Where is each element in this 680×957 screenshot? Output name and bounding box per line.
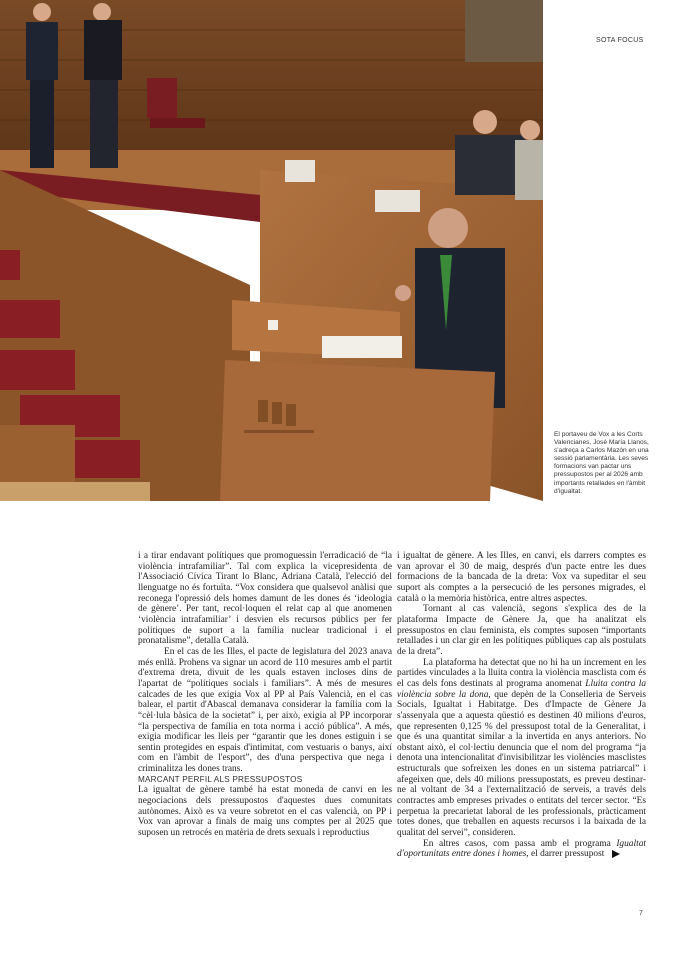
paragraph: Tornant al cas valencià, segons s'explica des de la plataforma Impacte de Gènere Ja, que ha analitzat els pressupostos en clau feminista, els comptes suposen “importants retallades i un clar gir en les polítiques públiques cap als postulats de la dreta”.: [397, 604, 646, 657]
page-number: 7: [639, 910, 643, 917]
photo-caption: El portaveu de Vox a les Corts Valencianes, José María Llanos, s'adreça a Carlos Mazón en una sessió parlamentària. Les seves formacions van pactar uns pressupostos per al 2026 amb importants retallades en l'àmbit d'igualtat.: [554, 431, 649, 495]
parliament-photo: [0, 0, 543, 501]
text: En altres casos, com passa amb el programa: [423, 838, 617, 849]
article-column-left: [138, 551, 392, 839]
painting: [465, 0, 543, 62]
text: , que depèn de la Conselleria de Serveis Socials, Igualtat i Habitatge. Des d'Impacte de Gènere Ja s'assenyala que a aquesta qüestió es destinen 40 milions d'euros, que representen 0,125 % del pressupost total de la Generalitat, i que és una quantitat similar a la invertida en anys anteriors. No obstant això, el col·lectiu denuncia que el nom del programa “ja denota una intencionalitat d'invisibilitzar les violències masclistes estructurals que sofreixen les dones en un sistema patriarcal” i afegeixen que, dels 40 milions pressupostats, es preveu destinar-ne al voltant de 34 a l'externalització de serveis, a través dels contractes amb empreses privades o entitats del tercer sector. “Es perpetua la precarietat laboral de les professionals, pràcticament totes dones, que treballen en aquests recursos i la baixada de la qualitat del servei”, consideren.: [397, 689, 646, 839]
text: La plataforma ha detectat que no hi ha un increment en les partides vinculades a la lluita contra la violència masclista com és el cas dels fons destinats al programa anomenat: [397, 657, 646, 689]
program-name: Igualtat d'oportunitats entre dones i homes: [397, 838, 646, 860]
subheading: MARCANT PERFIL ALS PRESSUPOSTOS: [138, 774, 303, 784]
paragraph: [397, 839, 646, 860]
program-name: Lluita contra la violència sobre la dona: [397, 678, 647, 700]
article-column-right: [397, 551, 646, 860]
section-label: SOTA FOCUS: [596, 37, 644, 44]
paragraph: i a tirar endavant polítiques que promoguessin l'erradicació de “la violència intrafamiliar”. Tal com explica la vicepresidenta de l'Associació Cívica Tirant lo Blanc, Adriana Català, l'elecció del llenguatge no és fortuïta. “Vox considera que qualsevol anàlisi que reconega l'opressió dels homes damunt de les dones és ‘ideologia de gènere’. Per tant, recol·loquen el relat cap al que anomenen ‘violència intrafamiliar’ i desvien els recursos públics per fer polítiques de suport a la família nuclear tradicional i el pronatalisme”, detalla Català.: [138, 551, 392, 647]
paragraph: La igualtat de gènere també ha estat moneda de canvi en les negociacions dels pressupostos d'aquestes dues comunitats autònomes. Això es va veure sobretot en el cas valencià, on PP i Vox van aprovar a finals de maig uns comptes per al 2025 que suposen un retrocés en matèria de drets sexuals i reproductius: [138, 785, 392, 839]
paragraph: i igualtat de gènere. A les Illes, en canvi, els darrers comptes es van aprovar el 30 de maig, després d'un pacte entre les dues formacions de la bancada de la dreta: Vox va supeditar el seu suport als comptes a la persecució de les persones migrades, el català o la memòria històrica, entre altres aspectes.: [397, 551, 646, 604]
paragraph: En el cas de les Illes, el pacte de legislatura del 2023 anava més enllà. Prohens va signar un acord de 110 mesures amb el partit d'extrema dreta, divuit de les quals estaven incloses dins de l'apartat de “polítiques socials i familiars”. A més de mesures calcades de les que exigia Vox al PP al País Valencià, en el cas balear, el partit d'Abascal demanava considerar la família com la “cèl·lula bàsica de la societat” i, per això, exigia al PP incorporar “la perspectiva de família en tota norma i acció pública”. A més, exigia modificar les lleis per “garantir que les dones estiguin i se sentin protegides en espais d'intimitat, com vestuaris o banys, així com en l'àmbit de l'esport”, des d'una perspectiva que nega i criminalitza les dones trans.: [138, 646, 392, 775]
text: , el darrer pressupost: [526, 849, 605, 860]
standing-man: [26, 3, 58, 168]
paragraph: [397, 658, 646, 839]
continue-arrow-icon: [612, 850, 620, 858]
